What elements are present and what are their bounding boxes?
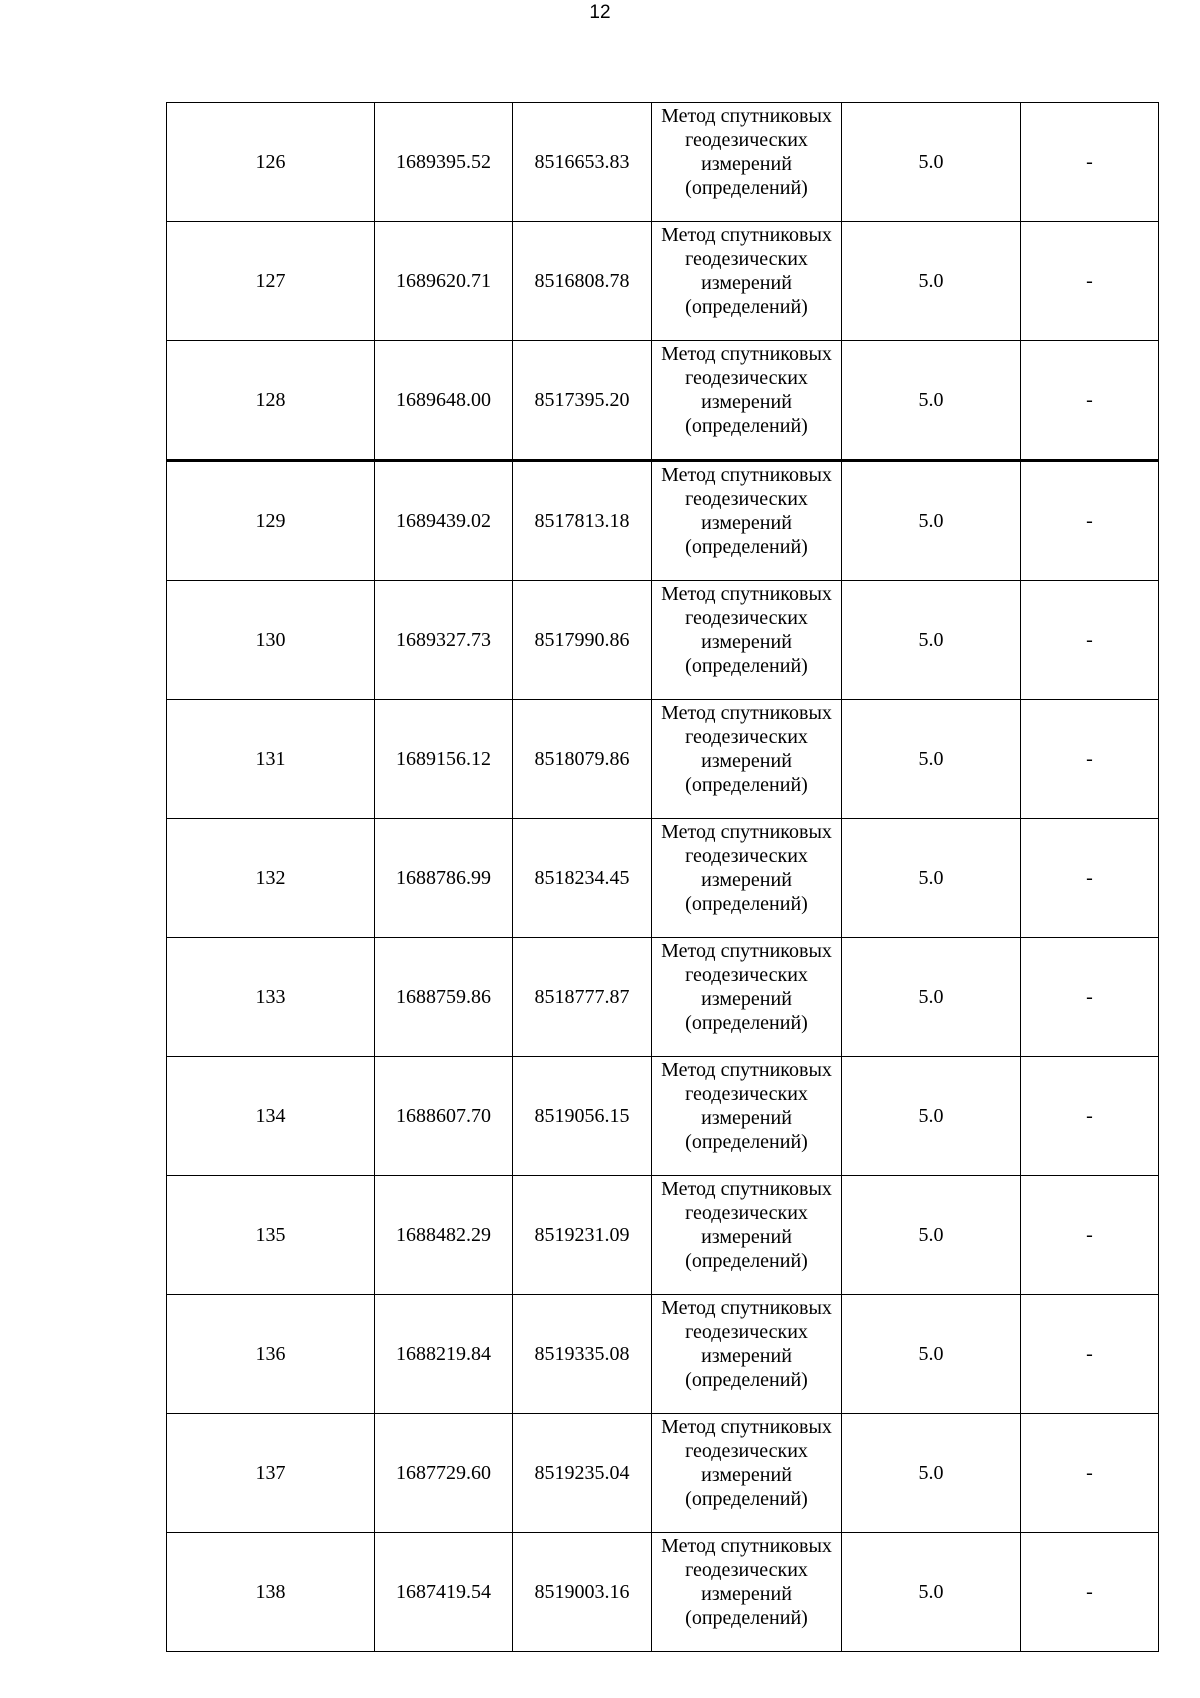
method-cell: Метод спутниковых геодезических измерений (определений) <box>652 341 842 461</box>
method-cell: Метод спутниковых геодезических измерений (определений) <box>652 581 842 700</box>
accuracy-cell: 5.0 <box>842 1176 1021 1295</box>
coordinate-x: 1689620.71 <box>375 222 513 341</box>
table-row <box>167 938 1159 1057</box>
note-cell: - <box>1021 938 1159 1057</box>
accuracy-cell: 5.0 <box>842 1414 1021 1533</box>
point-number: 133 <box>167 938 375 1057</box>
coordinates-table-body <box>167 103 1159 1652</box>
table-row <box>167 1295 1159 1414</box>
point-number: 126 <box>167 103 375 222</box>
point-number: 129 <box>167 461 375 581</box>
method-cell: Метод спутниковых геодезических измерений (определений) <box>652 700 842 819</box>
coordinate-y: 8519231.09 <box>513 1176 652 1295</box>
method-cell: Метод спутниковых геодезических измерений (определений) <box>652 1414 842 1533</box>
coordinate-x: 1688786.99 <box>375 819 513 938</box>
note-cell: - <box>1021 581 1159 700</box>
coordinate-x: 1688607.70 <box>375 1057 513 1176</box>
point-number: 130 <box>167 581 375 700</box>
coordinate-y: 8517990.86 <box>513 581 652 700</box>
point-number: 127 <box>167 222 375 341</box>
table-row <box>167 1176 1159 1295</box>
method-cell: Метод спутниковых геодезических измерений (определений) <box>652 222 842 341</box>
table-row <box>167 1414 1159 1533</box>
point-number: 138 <box>167 1533 375 1652</box>
note-cell: - <box>1021 341 1159 461</box>
coordinate-x: 1688482.29 <box>375 1176 513 1295</box>
method-cell: Метод спутниковых геодезических измерений (определений) <box>652 1176 842 1295</box>
coordinate-y: 8518777.87 <box>513 938 652 1057</box>
accuracy-cell: 5.0 <box>842 103 1021 222</box>
coordinate-y: 8516653.83 <box>513 103 652 222</box>
coordinate-y: 8517813.18 <box>513 461 652 581</box>
note-cell: - <box>1021 700 1159 819</box>
coordinate-x: 1688219.84 <box>375 1295 513 1414</box>
coordinate-x: 1689395.52 <box>375 103 513 222</box>
note-cell: - <box>1021 222 1159 341</box>
table-row <box>167 819 1159 938</box>
note-cell: - <box>1021 1533 1159 1652</box>
coordinate-y: 8519235.04 <box>513 1414 652 1533</box>
note-cell: - <box>1021 103 1159 222</box>
table-row <box>167 1057 1159 1176</box>
coordinate-x: 1688759.86 <box>375 938 513 1057</box>
coordinates-table <box>166 102 1159 1652</box>
table-row <box>167 581 1159 700</box>
method-cell: Метод спутниковых геодезических измерений (определений) <box>652 461 842 581</box>
coordinate-y: 8519003.16 <box>513 1533 652 1652</box>
method-cell: Метод спутниковых геодезических измерений (определений) <box>652 819 842 938</box>
coordinate-y: 8519335.08 <box>513 1295 652 1414</box>
point-number: 136 <box>167 1295 375 1414</box>
note-cell: - <box>1021 1176 1159 1295</box>
accuracy-cell: 5.0 <box>842 581 1021 700</box>
coordinate-x: 1687729.60 <box>375 1414 513 1533</box>
coordinate-x: 1689439.02 <box>375 461 513 581</box>
point-number: 132 <box>167 819 375 938</box>
note-cell: - <box>1021 1414 1159 1533</box>
coordinate-x: 1689648.00 <box>375 341 513 461</box>
table-row <box>167 222 1159 341</box>
accuracy-cell: 5.0 <box>842 1295 1021 1414</box>
accuracy-cell: 5.0 <box>842 938 1021 1057</box>
point-number: 134 <box>167 1057 375 1176</box>
method-cell: Метод спутниковых геодезических измерений (определений) <box>652 103 842 222</box>
coordinate-x: 1687419.54 <box>375 1533 513 1652</box>
coordinate-y: 8519056.15 <box>513 1057 652 1176</box>
coordinate-y: 8517395.20 <box>513 341 652 461</box>
note-cell: - <box>1021 1295 1159 1414</box>
table-row <box>167 103 1159 222</box>
table-row <box>167 341 1159 461</box>
page-number: 12 <box>589 2 611 23</box>
coordinate-y: 8516808.78 <box>513 222 652 341</box>
note-cell: - <box>1021 819 1159 938</box>
accuracy-cell: 5.0 <box>842 1057 1021 1176</box>
note-cell: - <box>1021 1057 1159 1176</box>
coordinate-x: 1689156.12 <box>375 700 513 819</box>
coordinate-x: 1689327.73 <box>375 581 513 700</box>
accuracy-cell: 5.0 <box>842 461 1021 581</box>
method-cell: Метод спутниковых геодезических измерений (определений) <box>652 1057 842 1176</box>
coordinate-y: 8518079.86 <box>513 700 652 819</box>
point-number: 137 <box>167 1414 375 1533</box>
point-number: 135 <box>167 1176 375 1295</box>
accuracy-cell: 5.0 <box>842 341 1021 461</box>
method-cell: Метод спутниковых геодезических измерений (определений) <box>652 1533 842 1652</box>
coordinate-y: 8518234.45 <box>513 819 652 938</box>
method-cell: Метод спутниковых геодезических измерений (определений) <box>652 1295 842 1414</box>
accuracy-cell: 5.0 <box>842 222 1021 341</box>
method-cell: Метод спутниковых геодезических измерений (определений) <box>652 938 842 1057</box>
table-row <box>167 700 1159 819</box>
table-row <box>167 461 1159 581</box>
accuracy-cell: 5.0 <box>842 1533 1021 1652</box>
accuracy-cell: 5.0 <box>842 700 1021 819</box>
note-cell: - <box>1021 461 1159 581</box>
accuracy-cell: 5.0 <box>842 819 1021 938</box>
point-number: 131 <box>167 700 375 819</box>
point-number: 128 <box>167 341 375 461</box>
table-row <box>167 1533 1159 1652</box>
